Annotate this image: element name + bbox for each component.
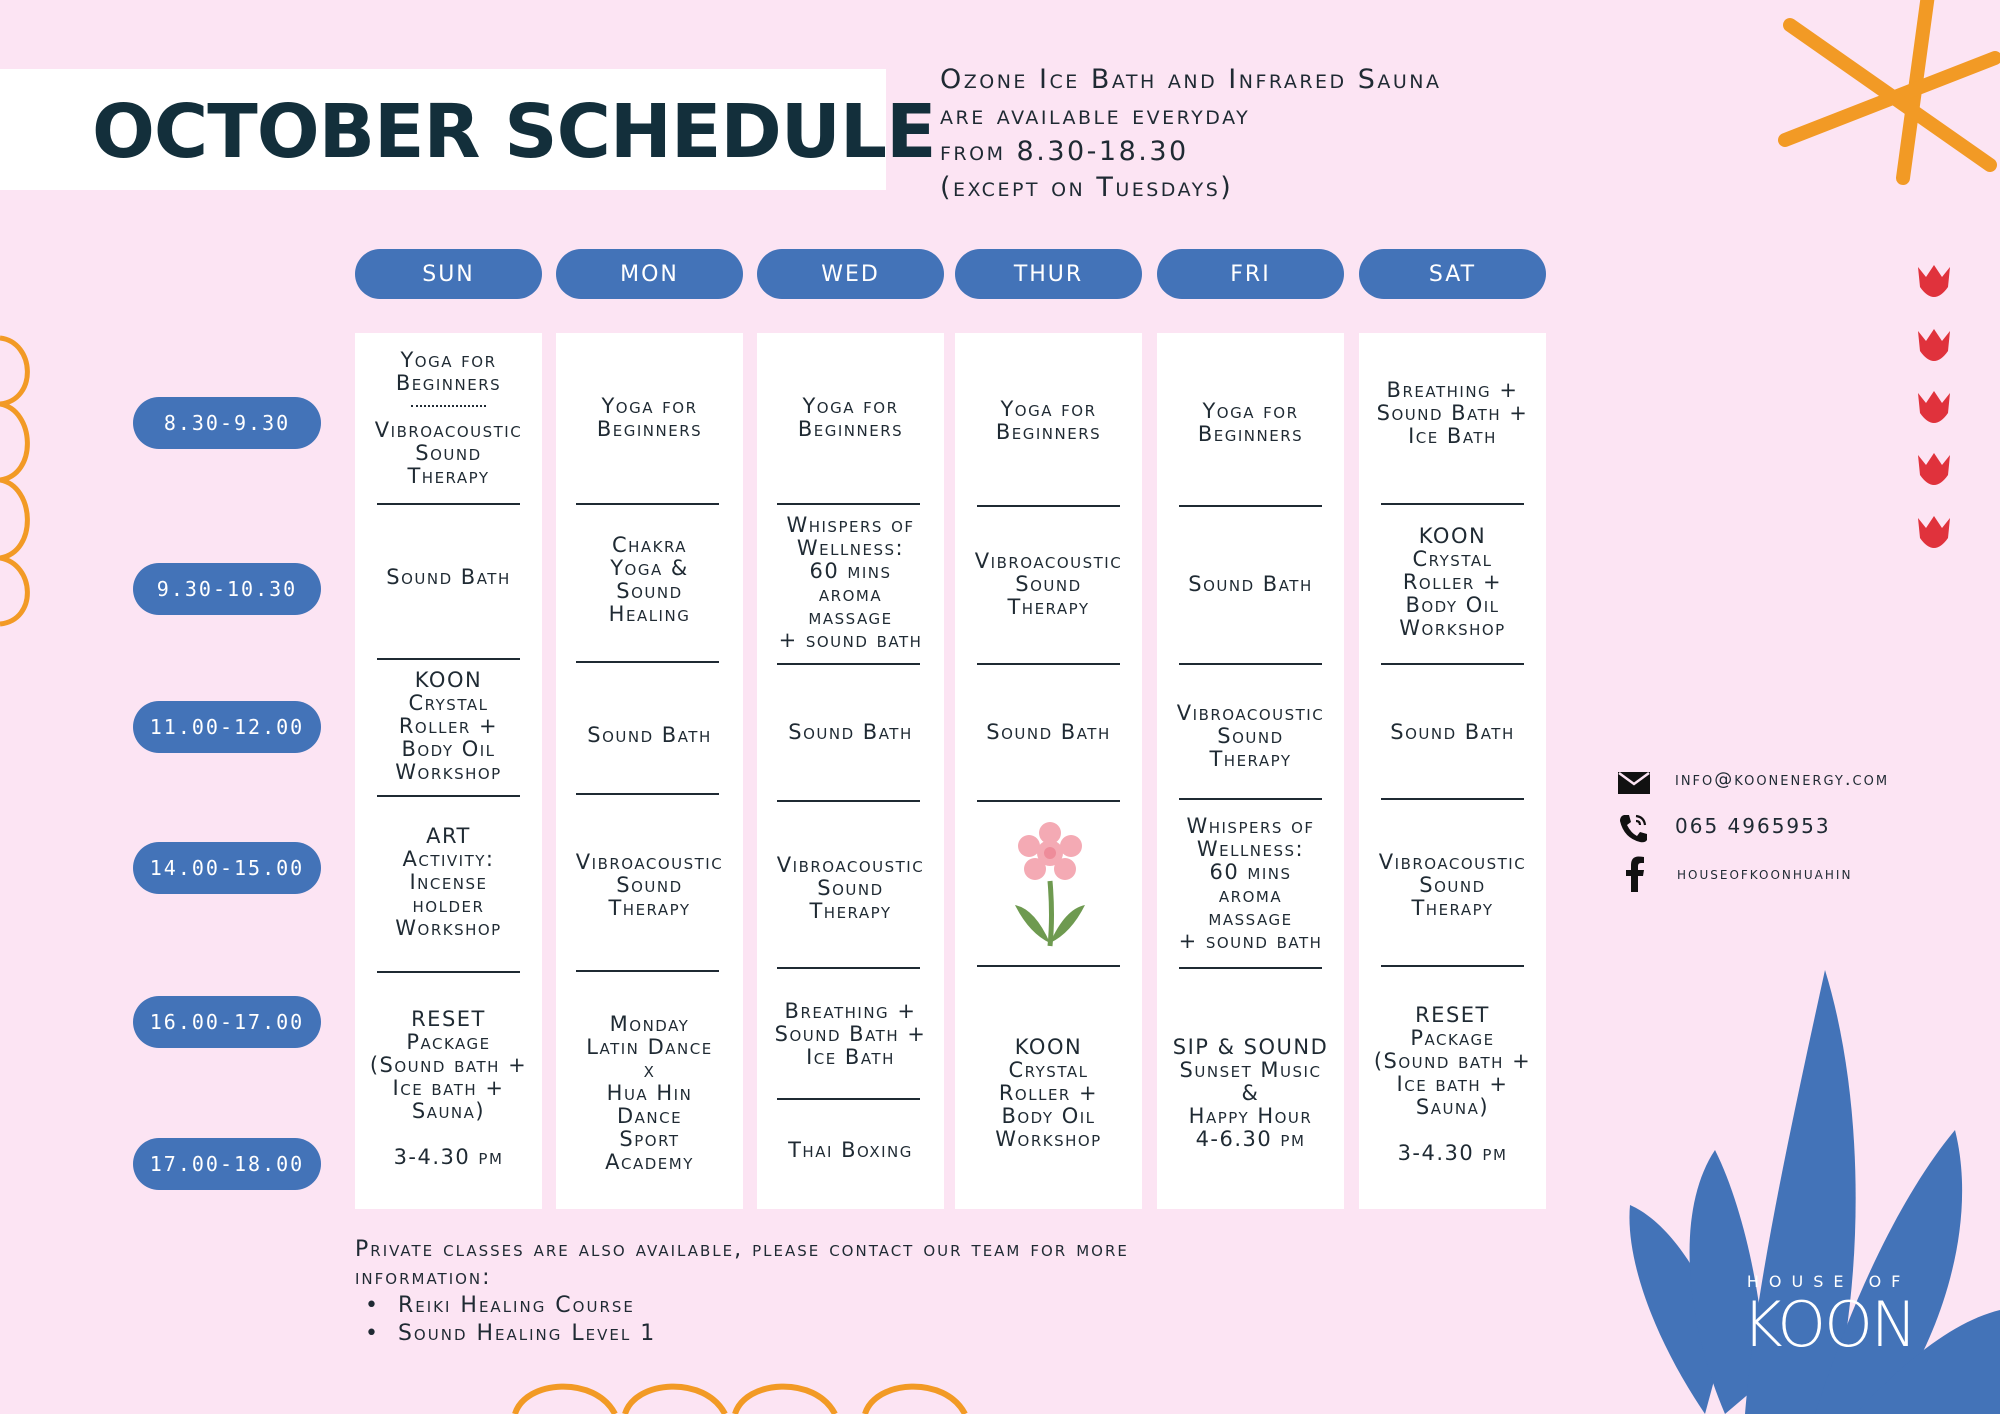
info-line: Ozone Ice Bath and Infrared Sauna xyxy=(940,64,1442,95)
class-entry: Vibroacoustic Sound Therapy xyxy=(575,849,724,920)
time-slot: 8.30-9.30 xyxy=(133,397,321,449)
time-slot: 14.00-15.00 xyxy=(133,842,321,894)
row-divider xyxy=(377,971,520,973)
row-divider xyxy=(1381,965,1524,967)
schedule-column-wed xyxy=(757,333,944,1209)
facebook-icon xyxy=(1625,856,1645,892)
class-entry: Sound Bath xyxy=(986,720,1111,744)
phone-icon xyxy=(1618,812,1650,844)
class-entry: KOON Crystal Roller + Body Oil Workshop xyxy=(395,667,502,784)
class-entry: Sound Bath xyxy=(386,565,511,589)
class-entry: Sound Bath xyxy=(587,723,712,747)
class-entry: Breathing + Sound Bath + Ice Bath xyxy=(1376,377,1529,448)
schedule-column-mon xyxy=(556,333,743,1209)
orange-asterisk-decoration xyxy=(1755,0,2000,190)
phone-text: 065 4965953 xyxy=(1675,814,1831,838)
class-entry: Yoga for Beginners xyxy=(1197,399,1304,446)
bullet-item xyxy=(355,1320,1129,1348)
class-entry: KOON Crystal Roller + Body Oil Workshop xyxy=(995,1034,1102,1151)
class-entry: Thai Boxing xyxy=(788,1137,913,1162)
class-entry: ART Activity: Incense holder Workshop xyxy=(395,823,502,940)
bullet-item xyxy=(355,1292,1129,1320)
logo-main-text: KOON xyxy=(1742,1288,1916,1361)
orange-squiggle-left xyxy=(0,330,40,630)
page-title: OCTOBER SCHEDULE xyxy=(92,89,936,175)
schedule-column-sun xyxy=(355,333,542,1209)
class-entry: Sound Bath xyxy=(1188,572,1313,596)
schedule-column-sat xyxy=(1359,333,1546,1209)
class-entry: Whispers of Wellness: 60 mins aroma massage + sound bath xyxy=(1178,814,1323,953)
day-header-fri: FRI xyxy=(1157,249,1344,299)
schedule-column-fri xyxy=(1157,333,1344,1209)
class-entry: RESET Package (Sound bath + Ice bath + Sauna) 3-4.30 pm xyxy=(369,1007,528,1169)
bullet-icon: • xyxy=(365,1321,398,1346)
info-line: are available everyday xyxy=(940,100,1251,131)
house-of-koon-logo xyxy=(1742,1272,1916,1361)
bullet-text: Reiki Healing Course xyxy=(397,1293,635,1318)
schedule-column-thur xyxy=(955,333,1142,1209)
class-entry: Yoga for Beginners xyxy=(596,394,703,441)
class-entry: KOON Crystal Roller + Body Oil Workshop xyxy=(1399,524,1506,640)
row-divider xyxy=(576,970,719,972)
class-entry: Monday Latin Dance x Hua Hin Dance Sport Academy xyxy=(586,1011,713,1174)
footer-line: Private classes are also available, please contact our team for more xyxy=(355,1237,1129,1262)
logo-top-text: HOUSE OF xyxy=(1746,1272,1911,1291)
bullet-text: Sound Healing Level 1 xyxy=(397,1321,657,1346)
red-tulip-decorations xyxy=(1914,263,1954,563)
time-slot: 11.00-12.00 xyxy=(133,701,321,753)
class-entry: Whispers of Wellness: 60 mins aroma massage + sound bath xyxy=(778,512,923,652)
info-line: from 8.30-18.30 xyxy=(940,136,1189,167)
class-entry: Vibroacoustic Sound Therapy xyxy=(1176,700,1325,771)
class-entry: Sound Bath xyxy=(1390,720,1515,744)
row-divider xyxy=(377,658,520,660)
day-header-mon: MON xyxy=(556,249,743,299)
email-text: info@koonenergy.com xyxy=(1675,769,1890,790)
day-header-sat: SAT xyxy=(1359,249,1546,299)
class-entry: Vibroacoustic Sound Therapy xyxy=(974,549,1123,619)
facility-hours-notice xyxy=(940,62,1560,206)
facebook-text: houseofkoonhuahin xyxy=(1677,864,1853,884)
dotted-separator xyxy=(411,405,486,407)
class-entry: RESET Package (Sound bath + Ice bath + Sauna) 3-4.30 pm xyxy=(1373,1003,1532,1165)
class-entry: Vibroacoustic Sound Therapy xyxy=(1378,849,1527,920)
class-entry: Vibroacoustic Sound Therapy xyxy=(776,852,925,923)
time-slot: 9.30-10.30 xyxy=(133,563,321,615)
class-entry: Breathing + Sound Bath + Ice Bath xyxy=(774,998,927,1069)
class-entry: Yoga for Beginners xyxy=(395,348,502,395)
flower-icon xyxy=(1013,821,1088,951)
info-line: (except on Tuesdays) xyxy=(940,172,1234,203)
class-entry: SIP & SOUND Sunset Music & Happy Hour 4-6.30 pm xyxy=(1172,1034,1329,1151)
class-entry: Yoga for Beginners xyxy=(995,396,1102,444)
footer-line: information: xyxy=(355,1265,492,1290)
envelope-icon xyxy=(1618,772,1650,794)
day-header-sun: SUN xyxy=(355,249,542,299)
row-divider xyxy=(1179,967,1322,969)
bullet-icon: • xyxy=(365,1293,398,1318)
row-divider xyxy=(977,800,1120,802)
private-classes-note xyxy=(355,1236,1129,1348)
row-divider xyxy=(977,965,1120,967)
orange-loops-bottom xyxy=(505,1370,985,1414)
day-header-wed: WED xyxy=(757,249,944,299)
time-slot: 16.00-17.00 xyxy=(133,996,321,1048)
time-slot: 17.00-18.00 xyxy=(133,1138,321,1190)
class-entry: Chakra Yoga & Sound Healing xyxy=(608,533,691,626)
class-entry: Sound Bath xyxy=(788,720,913,744)
day-header-thur: THUR xyxy=(955,249,1142,299)
class-entry: Vibroacoustic Sound Therapy xyxy=(374,417,523,488)
class-entry: Yoga for Beginners xyxy=(797,394,904,441)
